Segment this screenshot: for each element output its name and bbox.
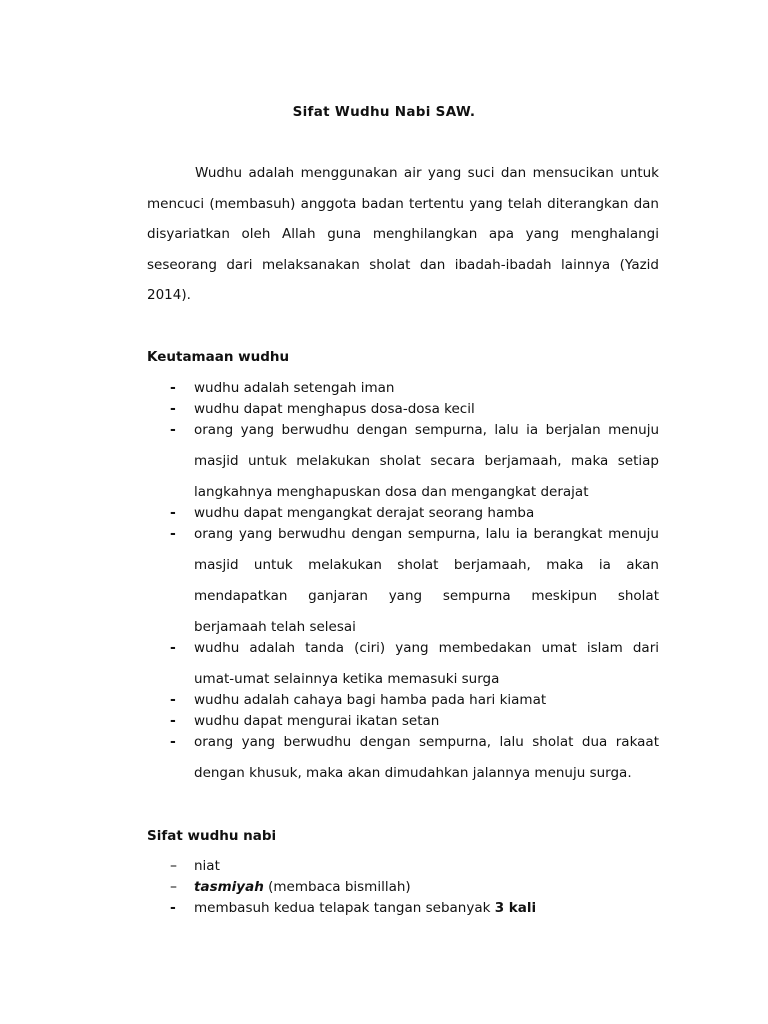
list-item-line: wudhu adalah setengah iman bbox=[194, 380, 395, 396]
list-item-text bbox=[194, 420, 659, 502]
list-item-text bbox=[194, 524, 659, 637]
list-item-line: mendapatkan ganjaran yang sempurna meskipun sholat bbox=[194, 588, 659, 604]
list-item-line: wudhu adalah cahaya bagi hamba pada hari kiamat bbox=[194, 692, 547, 708]
dash-bullet: - bbox=[170, 505, 176, 521]
list-item-text bbox=[194, 378, 659, 398]
dash-bullet: – bbox=[170, 879, 177, 895]
list-item-line: orang yang berwudhu dengan sempurna, lalu sholat dua rakaat bbox=[194, 734, 659, 750]
dash-bullet: - bbox=[170, 900, 176, 916]
dash-bullet: - bbox=[170, 713, 176, 729]
dash-bullet: – bbox=[170, 858, 177, 874]
list-item-text bbox=[194, 690, 659, 710]
list-item-line: orang yang berwudhu dengan sempurna, lalu ia berjalan menuju bbox=[194, 422, 659, 438]
list-item-text bbox=[194, 877, 659, 897]
list-item-line: langkahnya menghapuskan dosa dan mengangkat derajat bbox=[194, 484, 589, 500]
tasmiyah-term: tasmiyah bbox=[194, 879, 264, 895]
list-item-text bbox=[194, 898, 659, 918]
dash-bullet: - bbox=[170, 640, 176, 656]
list-item-text bbox=[194, 711, 659, 731]
heading-sifat: Sifat wudhu nabi bbox=[147, 828, 277, 844]
list-item-line: orang yang berwudhu dengan sempurna, lalu ia berangkat menuju bbox=[194, 526, 659, 542]
list-item-text bbox=[194, 503, 659, 523]
list-item-main: membasuh kedua telapak tangan sebanyak bbox=[194, 900, 495, 916]
list-item-line: wudhu adalah tanda (ciri) yang membedakan umat islam dari bbox=[194, 640, 659, 656]
list-item-line: wudhu dapat menghapus dosa-dosa kecil bbox=[194, 401, 475, 417]
dash-bullet: - bbox=[170, 422, 176, 438]
tasmiyah-explanation: (membaca bismillah) bbox=[263, 879, 411, 895]
list-item-line: berjamaah telah selesai bbox=[194, 619, 356, 635]
list-item-line: dengan khusuk, maka akan dimudahkan jalannya menuju surga. bbox=[194, 765, 632, 781]
dash-bullet: - bbox=[170, 526, 176, 542]
list-item-line: masjid untuk melakukan sholat berjamaah, maka ia akan bbox=[194, 557, 659, 573]
intro-paragraph: Wudhu adalah menggunakan air yang suci dan mensucikan untuk mencuci (membasuh) anggota badan tertentu yang telah diterangkan dan disyariatkan oleh Allah guna menghilangkan apa yang menghalangi seseorang dari melaksanakan sholat dan ibadah-ibadah lainnya (Yazid 2014). bbox=[147, 165, 659, 303]
dash-bullet: - bbox=[170, 380, 176, 396]
list-item-text: niat bbox=[194, 858, 220, 874]
document-title: Sifat Wudhu Nabi SAW. bbox=[292, 104, 476, 120]
dash-bullet: - bbox=[170, 692, 176, 708]
list-item-text bbox=[194, 399, 659, 419]
heading-keutamaan: Keutamaan wudhu bbox=[147, 349, 290, 365]
list-item-line: masjid untuk melakukan sholat secara berjamaah, maka setiap bbox=[194, 453, 659, 469]
list-item-line: umat-umat selainnya ketika memasuki surga bbox=[194, 671, 500, 687]
dash-bullet: - bbox=[170, 734, 176, 750]
list-item-line: wudhu dapat mengangkat derajat seorang hamba bbox=[194, 505, 535, 521]
dash-bullet: - bbox=[170, 401, 176, 417]
list-item-text bbox=[194, 638, 659, 689]
count-emphasis: 3 kali bbox=[494, 900, 537, 916]
list-item-text bbox=[194, 732, 659, 783]
list-item-line: wudhu dapat mengurai ikatan setan bbox=[194, 713, 440, 729]
